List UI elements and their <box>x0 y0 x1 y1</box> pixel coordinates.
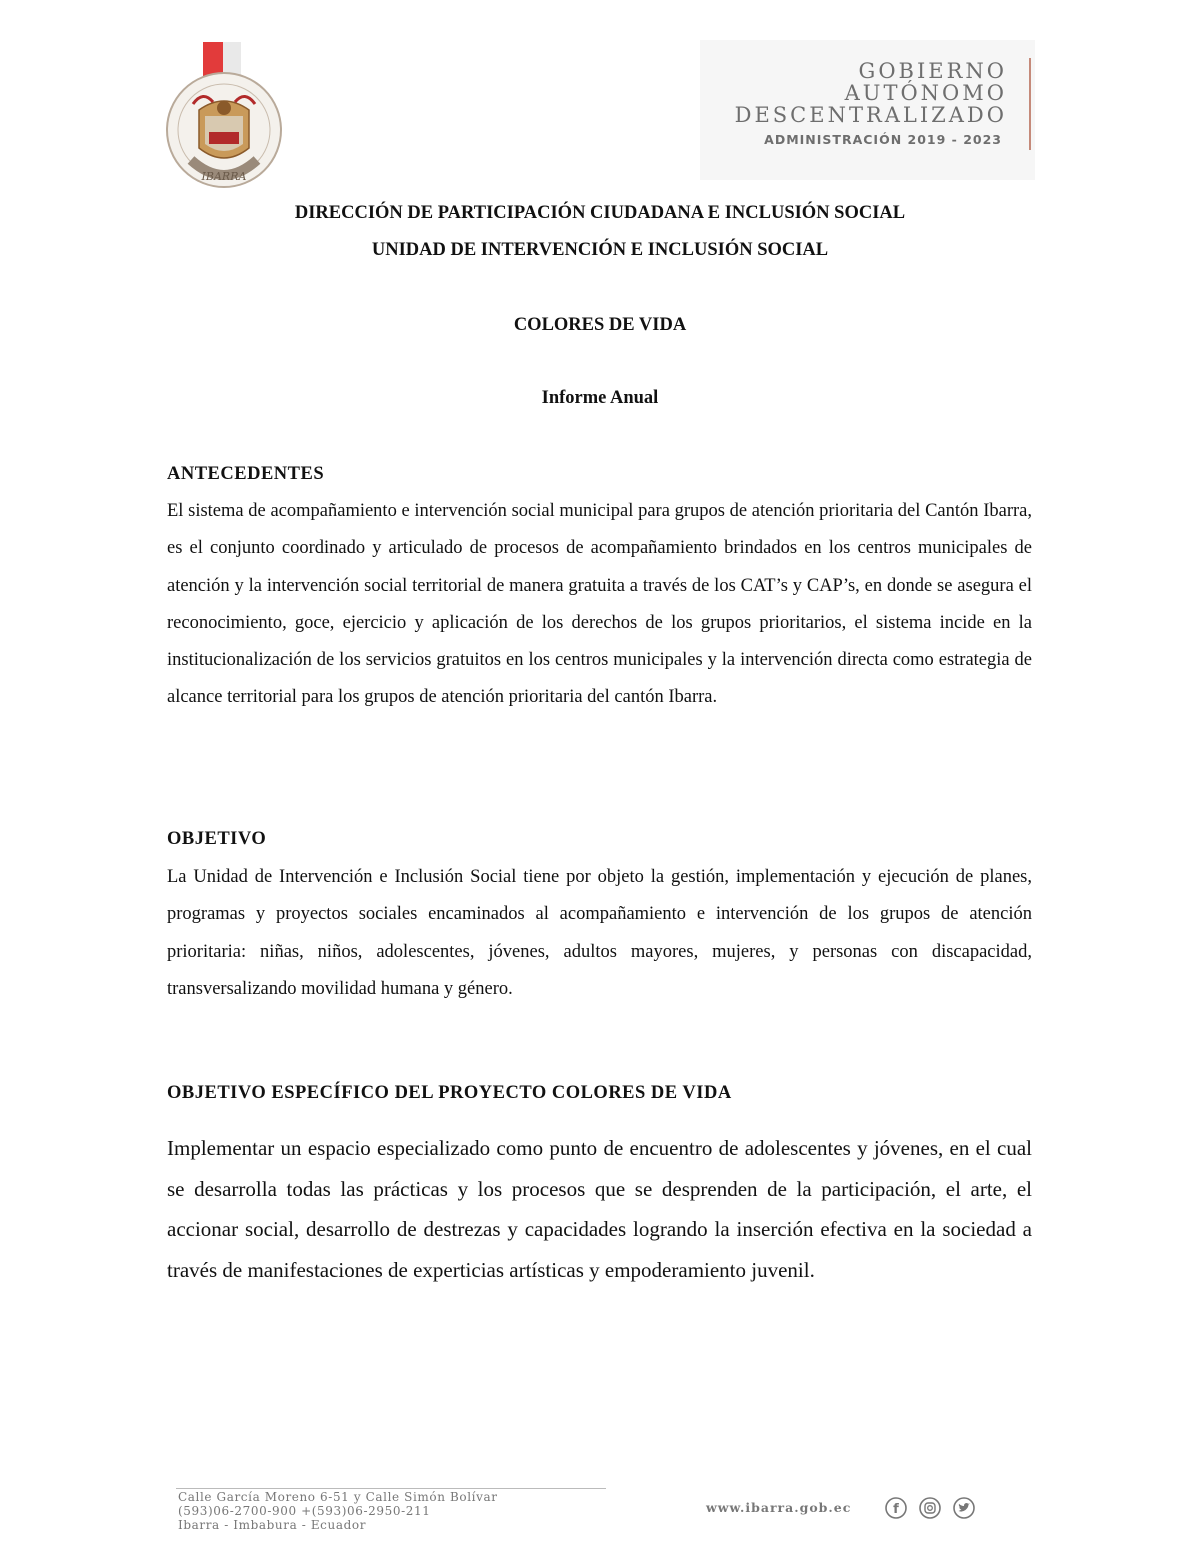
gad-divider <box>1029 58 1031 150</box>
gad-line-1: GOBIERNO <box>858 59 1007 83</box>
especifico-paragraph: Implementar un espacio especializado como punto de encuentro de adolescentes y jóvenes, en el cual se desarrolla todas las prácticas y los procesos que se desprenden de la participación, el arte, el accionar social, desarrollo de destrezas y capacidades logrando la inserción efectiva en la sociedad a través de manifestaciones de experticias artísticas y empoderamiento juvenil. <box>167 1136 1032 1282</box>
footer-address-block <box>178 1490 498 1532</box>
footer-phones: (593)06-2700-900 +(593)06-2950-211 <box>178 1504 431 1518</box>
report-title: Informe Anual <box>541 388 659 408</box>
especifico-heading: OBJETIVO ESPECÍFICO DEL PROYECTO COLORES DE VIDA <box>167 1083 732 1103</box>
unit-title: UNIDAD DE INTERVENCIÓN E INCLUSIÓN SOCIAL <box>371 240 829 260</box>
project-title: COLORES DE VIDA <box>513 315 687 335</box>
administration-label: ADMINISTRACIÓN 2019 - 2023 <box>764 132 1002 147</box>
direction-title: DIRECCIÓN DE PARTICIPACIÓN CIUDADANA E INCLUSIÓN SOCIAL <box>294 203 906 223</box>
footer-address: Calle García Moreno 6-51 y Calle Simón Bolívar <box>178 1490 498 1504</box>
gad-logo-block <box>700 40 1035 180</box>
objetivo-paragraph: La Unidad de Intervención e Inclusión Social tiene por objeto la gestión, implementación y ejecución de planes, programas y proyectos sociales encaminados al acompañamiento e intervención de los grupos de atención prioritaria: niñas, niños, adolescentes, jóvenes, adultos mayores, mujeres, y personas con discapacidad, transversalizando movilidad humana y género. <box>167 867 1032 999</box>
footer-city: Ibarra - Imbabura - Ecuador <box>178 1518 367 1532</box>
gad-line-2: AUTÓNOMO <box>844 81 1007 105</box>
ibarra-seal-logo <box>163 40 285 190</box>
antecedentes-paragraph: El sistema de acompañamiento e intervención social municipal para grupos de atención prioritaria del Cantón Ibarra, es el conjunto coordinado y articulado de procesos de acompañamiento brindados en los centros municipales de atención y la intervención social territorial de manera gratuita a través de los CAT’s y CAP’s, en donde se asegura el reconocimiento, goce, ejercicio y aplicación de los derechos de los grupos prioritarios, el sistema incide en la institucionalización de los servicios gratuitos en los centros municipales y la intervención directa como estrategia de alcance territorial para los grupos de atención prioritaria del cantón Ibarra. <box>167 501 1032 708</box>
twitter-icon[interactable] <box>952 1496 976 1520</box>
objetivo-heading: OBJETIVO <box>167 829 267 849</box>
gad-title <box>735 60 1007 126</box>
instagram-icon[interactable] <box>918 1496 942 1520</box>
svg-text:f: f <box>893 1502 899 1517</box>
gad-line-3: DESCENTRALIZADO <box>734 103 1007 127</box>
seal-text: IBARRA <box>201 170 247 183</box>
facebook-icon[interactable] <box>884 1496 908 1520</box>
footer-divider <box>176 1488 606 1489</box>
footer-website[interactable]: www.ibarra.gob.ec <box>706 1500 852 1515</box>
antecedentes-heading: ANTECEDENTES <box>167 464 325 484</box>
